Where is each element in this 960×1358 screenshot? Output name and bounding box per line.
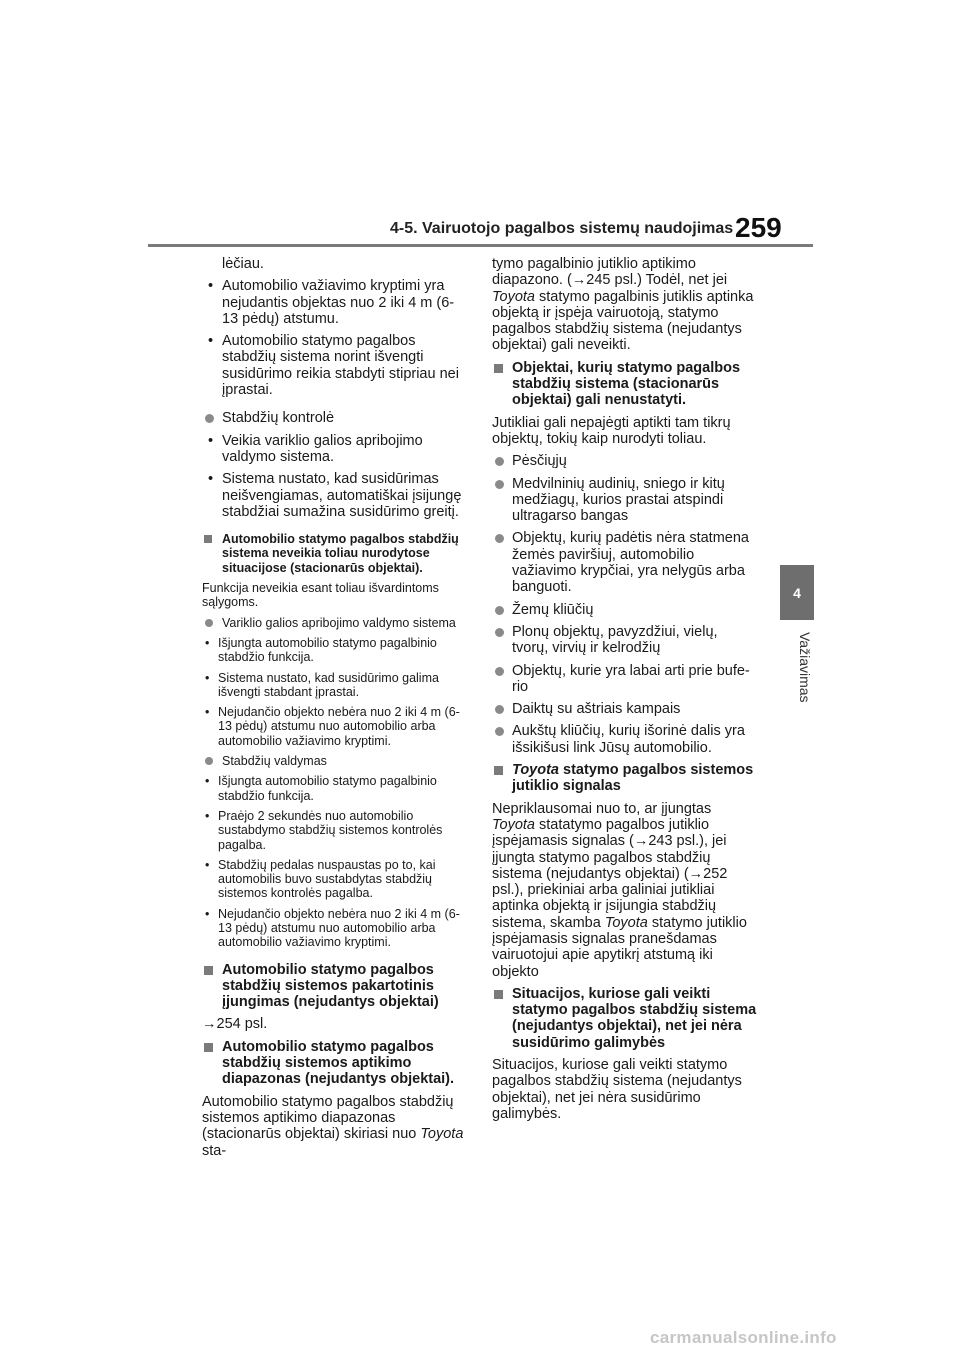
list-item: • Automobilio važiavimo kryptimi yra nejudantis objektas nuo 2 iki 4 m (6-13 pėdų) atstumu.	[202, 278, 467, 327]
section-heading: Automobilio statymo pagalbos stabdžių sistemos pakartotinis įjungimas (nejudantys objektai)	[202, 962, 467, 1011]
circle-list-item: Variklio galios apribojimo valdymo sistema	[202, 616, 467, 630]
circle-list-item: Žemų kliūčių	[492, 602, 757, 618]
paragraph: Funkcija neveikia esant toliau išvardintoms sąlygoms.	[202, 581, 439, 610]
brand-name: Toyota	[420, 1126, 464, 1143]
circle-list-item: Pėsčiųjų	[492, 453, 757, 469]
text: statymo pagalbinis jutiklis aptinka objektą ir įspėja vairuotoją, statymo pagalbos stabdžių sistema (nejudantys objektai) gali neveikti.	[492, 288, 754, 354]
list-item: • Praėjo 2 sekundės nuo automobilio sustabdymo stabdžių sistemos kontrolės pagalba.	[202, 809, 467, 852]
circle-list-item: Aukštų kliūčių, kurių išorinė dalis yra išsikišusi link Jūsų automobilio.	[492, 723, 757, 756]
text: sta-	[202, 1142, 227, 1159]
section-heading: Objektai, kurių statymo pagalbos stabdžių sistema (stacionarūs objektai) gali nenustatyti.	[492, 360, 757, 409]
circle-list-item: Stabdžių valdymas	[202, 754, 467, 768]
right-column	[492, 256, 757, 1128]
section-heading: Automobilio statymo pagalbos stabdžių sistemos aptikimo diapazonas (nejudantys objektai).	[202, 1039, 467, 1088]
continued-text: lėčiau.	[222, 256, 264, 272]
header-divider	[148, 244, 813, 247]
brand-name: Toyota	[512, 762, 559, 779]
list-item: • Veikia variklio galios apribojimo valdymo sistema.	[202, 433, 467, 466]
circle-list-item: Stabdžių kontrolė	[202, 410, 467, 426]
paragraph	[492, 256, 757, 354]
text: statymo pagalbos sistemos jutiklio signalas	[512, 762, 754, 795]
list-item: • Nejudančio objekto nebėra nuo 2 iki 4 m (6-13 pėdų) atstumu nuo automobilio arba automobilio važiavimo kryptimi.	[202, 907, 467, 950]
paragraph	[492, 801, 757, 980]
paragraph: Situacijos, kuriose gali veikti statymo pagalbos stabdžių sistema (nejudantys objektai), net jei nėra susidūrimo galimybės.	[492, 1057, 742, 1122]
text: Automobilio statymo pagalbos stabdžių sistemos aptikimo diapazonas (stacionarūs objektai) skiriasi nuo	[202, 1093, 454, 1143]
text: tymo pagalbinio jutiklio aptikimo diapazono. (→245 psl.) Todėl, net jei	[492, 256, 728, 289]
list-item: • Automobilio statymo pagalbos stabdžių sistema norint išvengti susidūrimo reikia stabdyti stipriau nei įprastai.	[202, 333, 467, 398]
text: statatymo pagalbos jutiklio įspėjamasis signalas (→243 psl.), jei įjungta statymo pagalbos stabdžių sistema (nejudantys objektai) (→252 psl.), priekiniai arba galiniai jutikliai aptinka objektą ir įsijungia stabdžių sistema, skamba	[492, 816, 728, 931]
section-heading	[492, 762, 757, 795]
brand-name: Toyota	[492, 288, 535, 305]
circle-list-item: Objektų, kurie yra labai arti prie bufe-rio	[492, 663, 757, 696]
list-item: • Išjungta automobilio statymo pagalbinio stabdžio funkcija.	[202, 636, 467, 665]
chapter-label: Važiavimas	[797, 632, 813, 703]
list-item: • Išjungta automobilio statymo pagalbinio stabdžio funkcija.	[202, 774, 467, 803]
section-title: 4-5. Vairuotojo pagalbos sistemų naudojimas	[390, 220, 734, 237]
page-number: 259	[735, 212, 782, 243]
section-heading: Situacijos, kuriose gali veikti statymo pagalbos stabdžių sistema (nejudantys objektai), net jei nėra susidūrimo galimybės	[492, 986, 757, 1051]
page-reference[interactable]: →254 psl.	[202, 1016, 268, 1033]
circle-list-item: Objektų, kurių padėtis nėra statmena žemės paviršiuj, automobilio važiavimo krypčiai, yra nelygūs arba banguoti.	[492, 530, 757, 595]
paragraph	[202, 1094, 467, 1159]
section-heading: Automobilio statymo pagalbos stabdžių sistema neveikia toliau nurodytose situacijose (stacionarūs objektai).	[202, 532, 467, 575]
page-header	[0, 0, 960, 250]
list-item: • Sistema nustato, kad susidūrimo galima išvengti stabdant įprastai.	[202, 671, 467, 700]
list-item: • Sistema nustato, kad susidūrimas neišvengiamas, automatiškai įsijungę stabdžiai sumažina susidūrimo greitį.	[202, 471, 467, 520]
paragraph: Jutikliai gali nepajėgti aptikti tam tikrų objektų, tokių kaip nurodyti toliau.	[492, 414, 731, 447]
chapter-tab[interactable]: 4	[780, 565, 814, 620]
list-item: • Nejudančio objekto nebėra nuo 2 iki 4 m (6-13 pėdų) atstumu nuo automobilio arba automobilio važiavimo kryptimi.	[202, 705, 467, 748]
watermark: carmanualsonline.info	[650, 1328, 837, 1347]
circle-list-item: Plonų objektų, pavyzdžiui, vielų, tvorų, virvių ir kelrodžių	[492, 624, 757, 657]
brand-name: Toyota	[492, 816, 535, 833]
circle-list-item: Daiktų su aštriais kampais	[492, 701, 757, 717]
text: statymo jutiklio įspėjamasis signalas pranešdamas vairuotojui apie apytikrį atstumą iki objekto	[492, 914, 747, 980]
text: Nepriklausomai nuo to, ar įjungtas	[492, 800, 712, 817]
list-item: • Stabdžių pedalas nuspaustas po to, kai automobilis buvo sustabdytas stabdžių sistemos kontrolės pagalba.	[202, 858, 467, 901]
left-column	[202, 256, 467, 1165]
brand-name: Toyota	[604, 914, 648, 931]
circle-list-item: Medvilninių audinių, sniego ir kitų medžiagų, kurios prastai atspindi ultragarso bangas	[492, 476, 757, 525]
